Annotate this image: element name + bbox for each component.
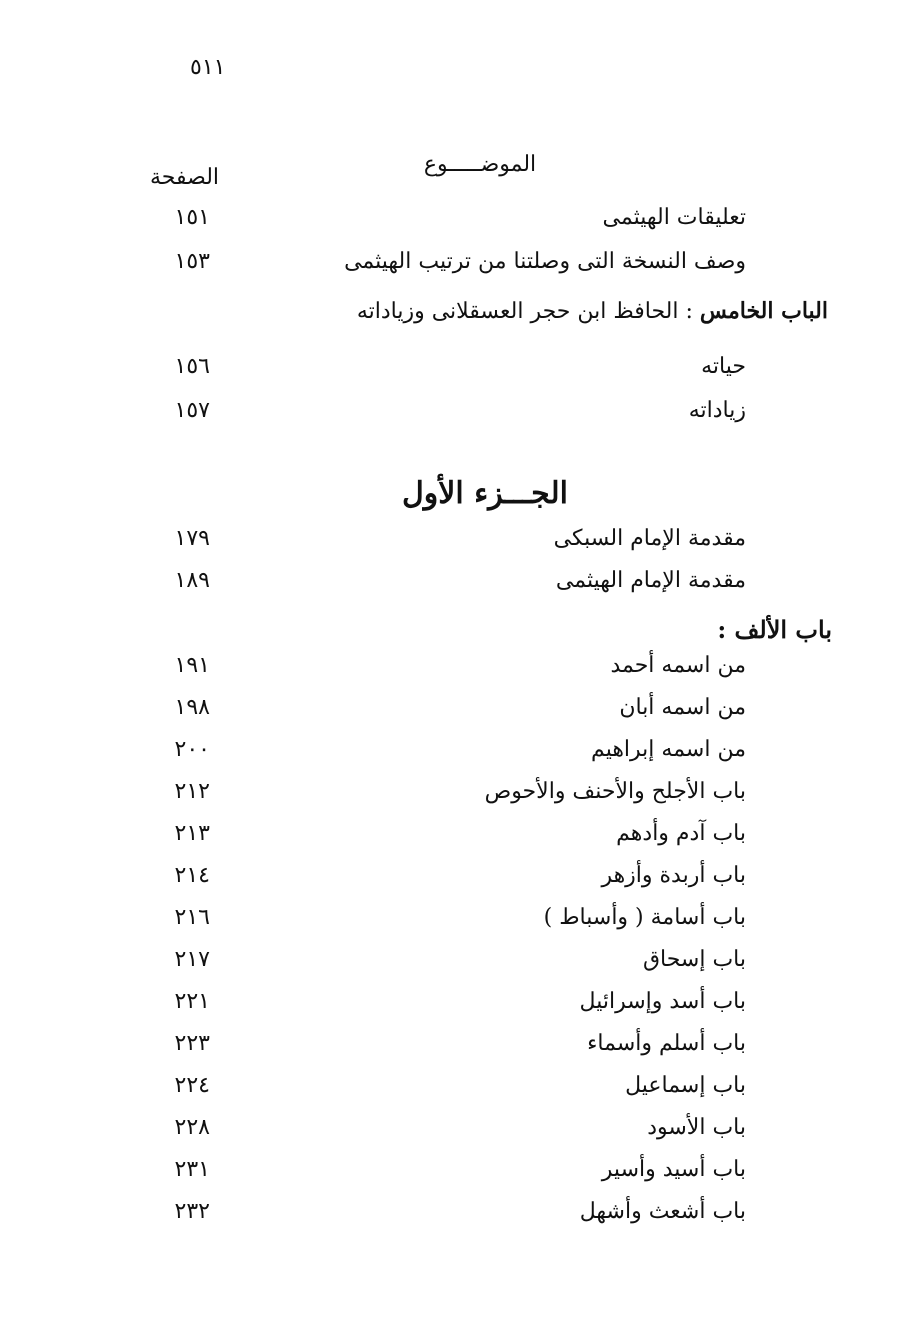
toc-entry-title: من اسمه أحمد [610,653,746,678]
chapter-five-label: الباب الخامس [699,298,828,324]
toc-entry-title: حياته [701,354,746,379]
toc-entry-title: وصف النسخة التى وصلتنا من ترتيب الهيثمى [344,249,746,274]
toc-entry-title: باب أربدة وأزهر [601,863,746,888]
toc-entry-page: ٢١٢ [174,779,210,804]
toc-entry-title: باب أشعث وأشهل [579,1199,746,1224]
toc-entry-title: مقدمة الإمام الهيثمى [555,568,746,593]
toc-entry-page: ٢٢٤ [174,1073,210,1098]
toc-entry-title: باب إسحاق [642,947,746,972]
toc-entry-title: باب الأجلح والأحنف والأحوص [484,779,746,804]
toc-entry-title: من اسمه إبراهيم [591,737,746,762]
toc-entry-title: زياداته [688,398,746,423]
bab-alif-heading: باب الألف : [717,615,832,644]
toc-entry-page: ٢١٣ [174,821,210,846]
toc-entry-title: باب إسماعيل [625,1073,746,1098]
page-number: ٥١١ [190,55,226,80]
toc-entry-page: ١٥٧ [174,398,210,423]
toc-entry-page: ٢١٤ [174,863,210,888]
part-title: الجـــزء الأول [401,476,569,511]
toc-entry-page: ١٥١ [174,205,210,230]
toc-entry-page: ٢١٧ [174,947,210,972]
toc-entry-title: باب أسلم وأسماء [587,1031,746,1056]
toc-entry-page: ٢٣١ [174,1157,210,1182]
toc-entry-page: ٢٢٨ [174,1115,210,1140]
toc-entry-title: مقدمة الإمام السبكى [553,526,746,551]
toc-entry-page: ١٥٣ [174,249,210,274]
chapter-five-heading [357,298,828,324]
toc-entry-page: ٢٣٢ [174,1199,210,1224]
column-header-topic: الموضـــــوع [423,152,537,177]
toc-entry-title: باب أسيد وأسير [601,1157,746,1182]
toc-entry-page: ١٧٩ [174,526,210,551]
column-header-page: الصفحة [150,165,220,190]
toc-entry-page: ١٩٨ [174,695,210,720]
toc-entry-title: باب آدم وأدهم [616,821,746,846]
toc-entry-page: ٢٢١ [174,989,210,1014]
chapter-five-subtitle: : الحافظ ابن حجر العسقلانى وزياداته [356,299,700,324]
toc-entry-title: باب أسد وإسرائيل [579,989,746,1014]
toc-entry-title: باب الأسود [647,1115,746,1140]
toc-entry-title: تعليقات الهيثمى [602,205,746,230]
toc-entry-page: ١٨٩ [174,568,210,593]
toc-entry-title: من اسمه أبان [619,695,746,720]
toc-entry-page: ١٩١ [174,653,210,678]
toc-entry-page: ٢٢٣ [174,1031,210,1056]
toc-entry-title: باب أسامة ( وأسباط ) [543,905,746,930]
toc-entry-page: ٢٠٠ [174,737,210,762]
toc-entry-page: ١٥٦ [174,354,210,379]
toc-entry-page: ٢١٦ [174,905,210,930]
